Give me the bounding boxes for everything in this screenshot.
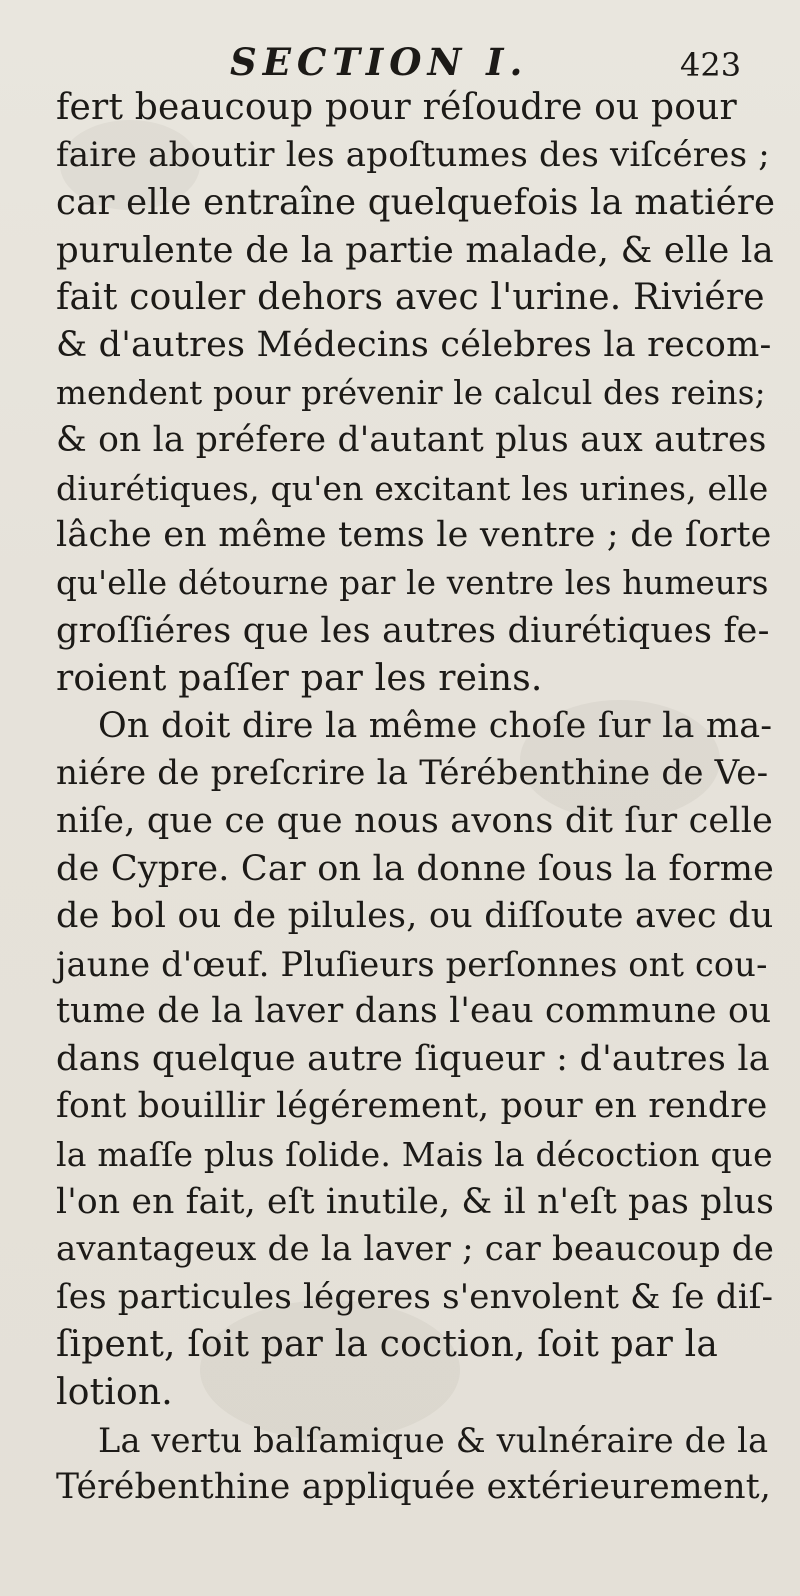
text-line: tume de la laver dans l'eau commune ou — [56, 991, 772, 1032]
paragraph-first-line: La vertu balſamique & vulnéraire de la — [98, 1420, 769, 1460]
text-line: lotion. — [56, 1372, 173, 1414]
text-line: l'on en fait, eſt inutile, & il n'eſt pas plus — [56, 1181, 775, 1222]
text-line: qu'elle détourne par le ventre les humeurs — [56, 563, 769, 602]
text-line: roient paſſer par les reins. — [56, 658, 543, 700]
text-line: lâche en même tems le ventre ; de ſorte — [56, 515, 772, 556]
text-line: faire aboutir les apoſtumes des viſcéres ; — [56, 134, 770, 175]
text-line: & d'autres Médecins célebres la recom- — [56, 324, 772, 365]
text-line: diurétiques, qu'en excitant les urines, elle — [56, 468, 769, 508]
text-line: de bol ou de pilules, ou diſſoute avec du — [56, 896, 774, 937]
text-line: niſe, que ce que nous avons dit ſur celle — [56, 800, 774, 841]
section-title: SECTION I. — [230, 40, 529, 84]
text-line: jaune d'œuf. Pluſieurs perſonnes ont cou- — [56, 944, 768, 984]
text-line: fait couler dehors avec l'urine. Riviére — [56, 277, 765, 319]
text-line: purulente de la partie malade, & elle la — [56, 229, 774, 271]
running-header — [230, 40, 790, 84]
text-line: & on la préfere d'autant plus aux autres — [56, 420, 767, 461]
text-line: fert beaucoup pour réſoudre ou pour — [56, 87, 737, 128]
text-line: car elle entraîne quelquefois la matiére — [56, 182, 776, 224]
text-line: dans quelque autre ſiqueur : d'autres la — [56, 1038, 770, 1079]
paragraph-first-line: On doit dire la même choſe ſur la ma- — [98, 705, 773, 746]
text-line: de Cypre. Car on la donne ſous la forme — [56, 848, 775, 889]
text-line: groſſiéres que les autres diurétiques fe- — [56, 610, 770, 651]
text-line: ſes particules légeres s'envolent & ſe diſ- — [56, 1276, 774, 1317]
text-line: ſipent, ſoit par la coction, ſoit par la — [56, 1324, 719, 1366]
text-line: Térébenthine appliquée extérieurement, — [56, 1467, 772, 1508]
body-text — [56, 84, 776, 1512]
page-number: 423 — [680, 46, 742, 84]
text-line: mendent pour prévenir le calcul des reins; — [56, 373, 766, 412]
text-line: avantageux de la laver ; car beaucoup de — [56, 1229, 775, 1270]
text-line: la maſſe plus ſolide. Mais la décoction que — [56, 1135, 773, 1175]
text-line: font bouillir légérement, pour en rendre — [56, 1086, 768, 1127]
text-line: niére de preſcrire la Térébenthine de Ve- — [56, 753, 769, 794]
